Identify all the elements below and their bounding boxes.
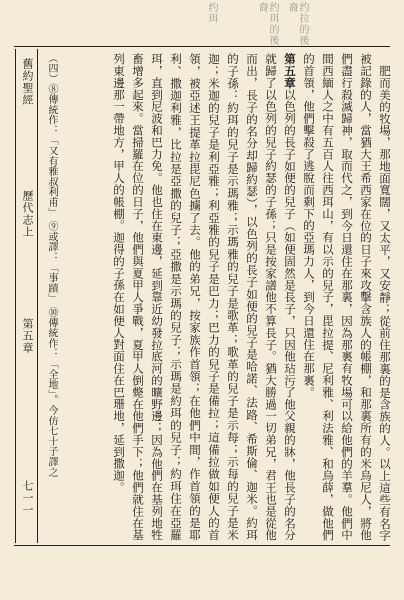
header-top-rule	[14, 46, 390, 47]
left-margin-rule	[15, 49, 16, 543]
running-head-section: 歷代志上	[21, 190, 34, 238]
footnotes: （四）⑧傳統作：「又有雅叔利甫」 ⑨或譯：「事蹟」 ⑩傳統作：「全地」。今仿七十子譯之	[40, 53, 59, 541]
bleed-through-strip	[0, 0, 404, 50]
bleed-through-text: 约珥	[206, 2, 217, 24]
chapter-title: 第五章	[283, 53, 297, 89]
page-number: 七一一	[21, 480, 34, 516]
intro-paragraph: 肥而美的牧場，那地面寬闊，又太平，又安靜；從前住那裏的是含族的人。以上這些有名字被記錄的人，當猶大王希西家在位的日子來攻擊含族人的帳棚，和那裏所有的米烏尼人，將他們盡行殺滅歸神，取而代之，到今日還住在那裏，因為那裏有牧場可以給他們的羊羣。他們中間西緬人之中有五百人往西珥山，有以示的兒子，毘拉提、尼利雅、利法雅、和烏薛，做他們的首領，他們擊殺了逃脫而剩下的亞瑪力人，到今日還住在那裏。	[302, 53, 392, 541]
running-head-book: 舊約聖經	[21, 58, 34, 106]
chapter-paragraph: 以色列的長子如便的兒子（如便固然是長子，只因他玷污了他父親的牀，他長子的名分就歸了以色列的兒子約瑟的子孫；只是按家譜他不算長子。猶大勝過一切弟兄，君王也是從他而出，長子的名分却歸約瑟），以色列的長子如便的兒子是哈諾、法路、希斯倫、迦米。約珥的子孫：約珥的兒子是示瑪雅；示瑪雅的兒子是歌革；歌革的兒子是示每；示每的兒子是米迦；米迦的兒子是利亞雅；利亞雅的兒子是巴力；巴力的兒子是備拉；這備拉做如便人的首領，被亞述王提革拉毘尼色擄了去。他的弟兄，按家族作首領；在他們中間，作首領的是耶利、撒迦利雅，比拉是亞撒的兒子；亞撒是示瑪的兒子；示瑪是約珥的兒子；約珥住在亞羅珥，直到尼波和巴力免。他也住在東邊，延到靠近幼發拉底河的曠野邊；因為他們在基列地牲畜增多起來。當掃羅在位的日子，他們與夏甲人爭戰，夏甲人倒斃在他們手下；他們就住在基列東邊那一帶地方，甲人的帳棚。迦得的子孫在如便人對面住在巴珊地，延到撒迦。	[112, 53, 297, 542]
bleed-through-text: 约拉的後裔	[286, 2, 308, 46]
running-head-chapter: 第五章	[21, 318, 34, 354]
bleed-through-text: 约珥的後裔	[256, 2, 278, 46]
main-text	[40, 53, 394, 541]
running-head-rule	[37, 49, 38, 543]
footer-rule	[14, 545, 390, 546]
